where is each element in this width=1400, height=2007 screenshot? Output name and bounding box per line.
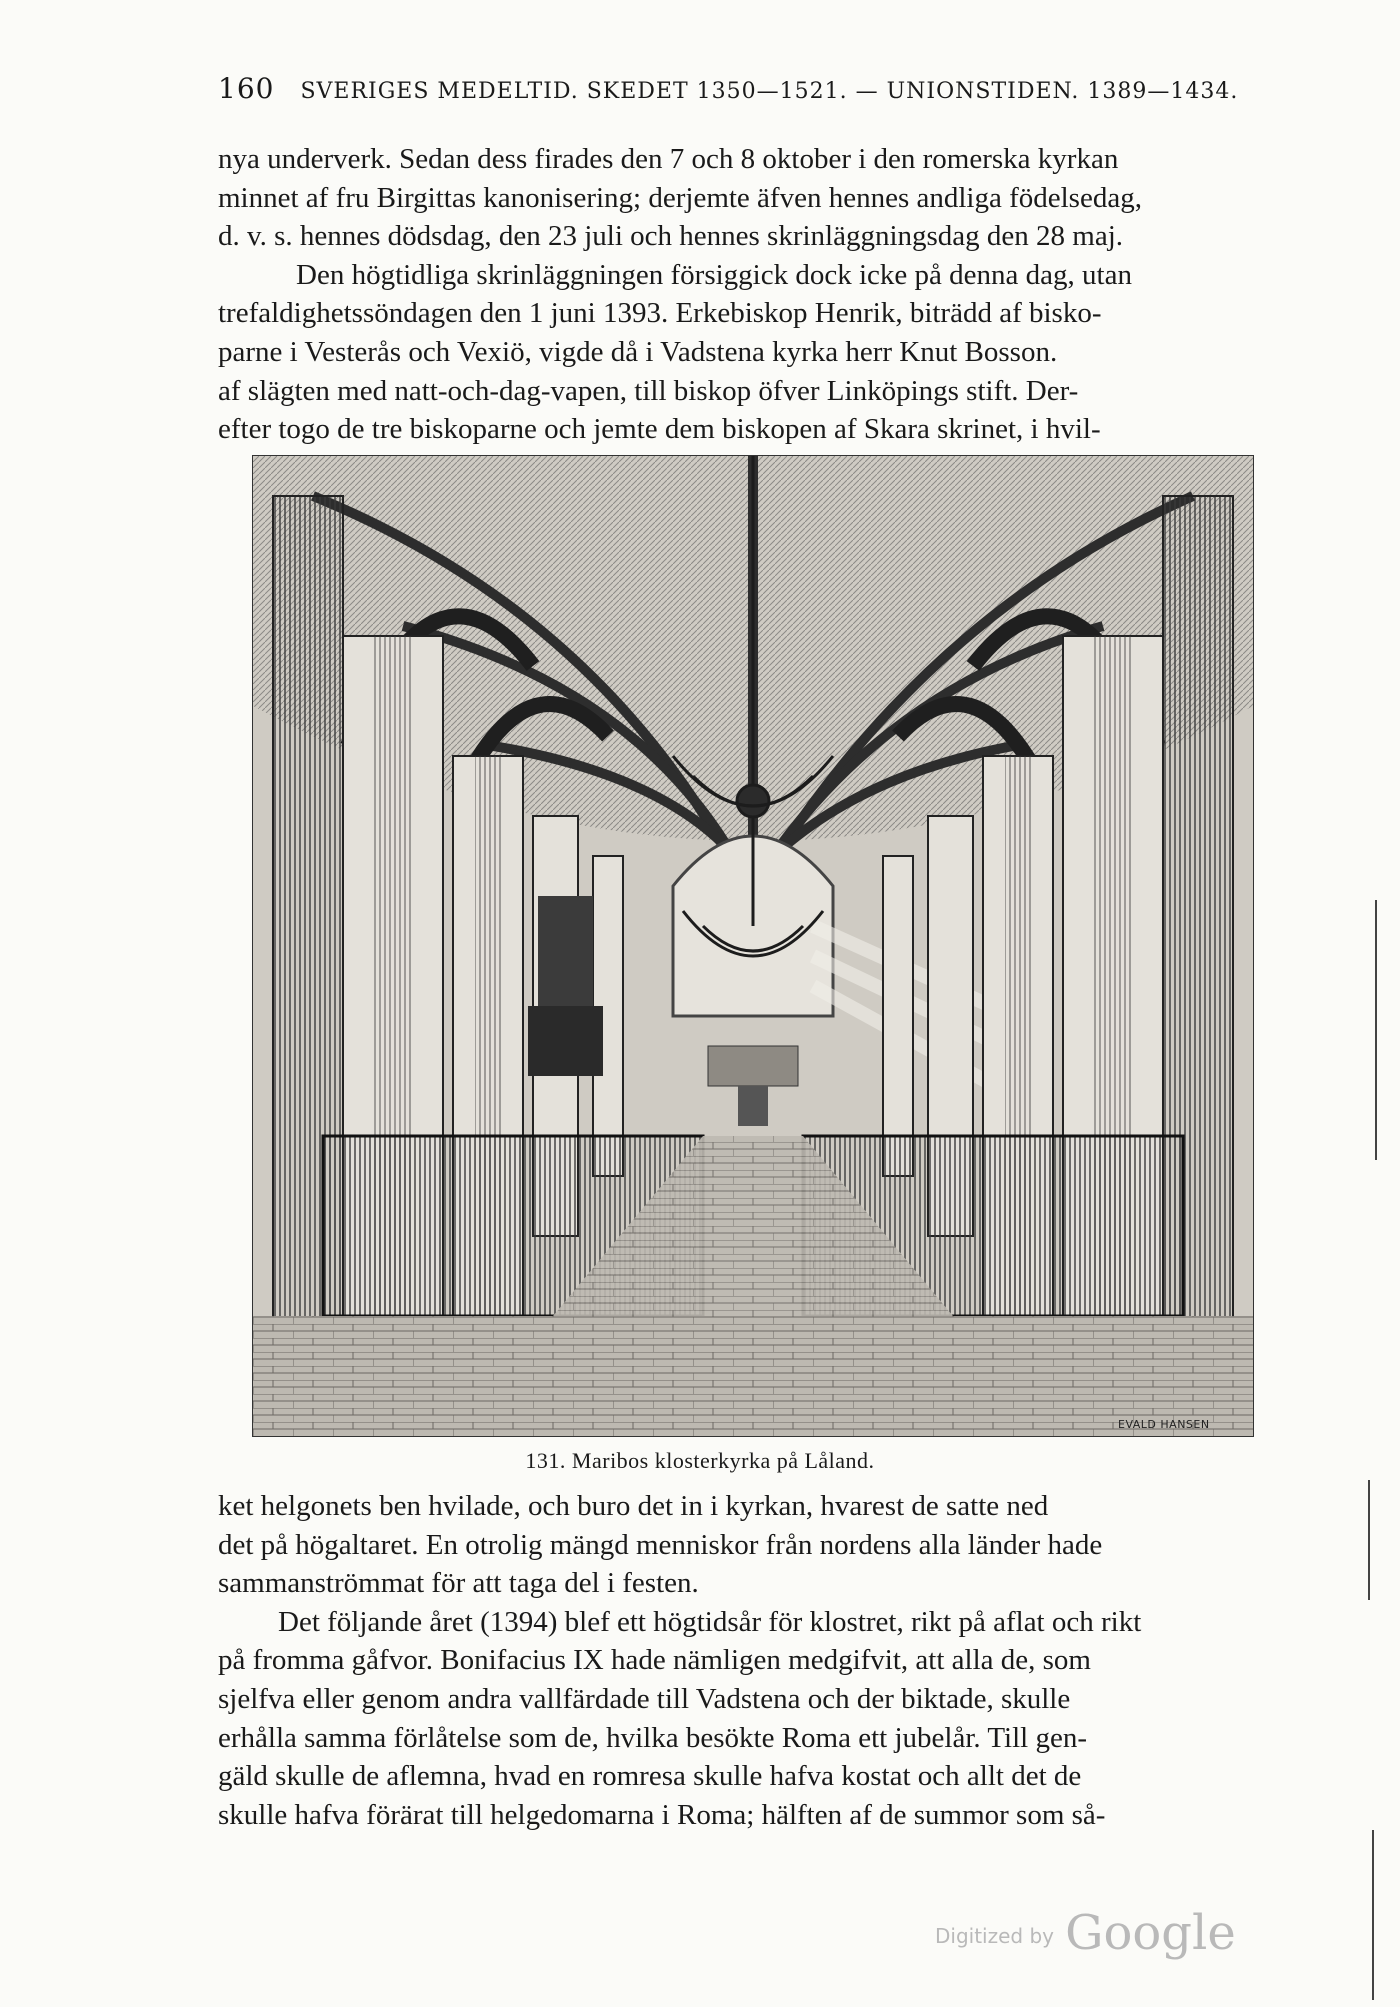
text-line: skulle hafva förärat till helgedomarna i Roma; hälften af de summor som så- (218, 1798, 1106, 1831)
text-line: Det följande året (1394) blef ett högtidsår för klostret, rikt på aflat och rikt (278, 1605, 1142, 1638)
running-header (218, 72, 1318, 105)
pulpit (528, 896, 603, 1076)
page-number: 160 (218, 72, 275, 105)
text-line: det på högaltaret. En otrolig mängd menniskor från nordens alla länder hade (218, 1528, 1103, 1561)
watermark-prefix: Digitized by (935, 1924, 1054, 1948)
text-line: d. v. s. hennes dödsdag, den 23 juli och hennes skrinläggningsdag den 28 maj. (218, 220, 1124, 253)
engraving-illustration (253, 456, 1253, 1436)
text-line: sammanströmmat för att taga del i festen. (218, 1567, 699, 1600)
text-line: sjelfva eller genom andra vallfärdade till Vadstena och der biktade, skulle (218, 1682, 1071, 1715)
church-interior-engraving (252, 455, 1254, 1437)
scan-edge-line (1375, 900, 1377, 1160)
paragraph-bottom (218, 1487, 1320, 1834)
running-title: SVERIGES MEDELTID. SKEDET 1350—1521. — UNIONSTIDEN. 1389—1434. (300, 79, 1239, 104)
text-line: trefaldighetssöndagen den 1 juni 1393. Erkebiskop Henrik, biträdd af bisko- (218, 297, 1102, 330)
figure-caption: 131. Maribos klosterkyrka på Låland. (525, 1448, 875, 1473)
text-line: minnet af fru Birgittas kanonisering; derjemte äfven hennes andliga födelsedag, (218, 181, 1142, 214)
text-line: gäld skulle de aflemna, hvad en romresa skulle hafva kostat och allt det de (218, 1760, 1082, 1793)
google-watermark (935, 1905, 1236, 1961)
engraver-signature: EVALD HANSEN (1118, 1418, 1210, 1431)
text-line: på fromma gåfvor. Bonifacius IX hade nämligen medgifvit, att alla de, som (218, 1644, 1091, 1677)
text-line: parne i Vesterås och Vexiö, vigde då i Vadstena kyrka herr Knut Bosson. (218, 335, 1058, 368)
scan-edge-line (1368, 1480, 1370, 1600)
text-line: Den högtidliga skrinläggningen försiggick dock icke på denna dag, utan (296, 258, 1132, 291)
text-line: erhålla samma förlåtelse som de, hvilka besökte Roma ett jubelår. Till gen- (218, 1721, 1087, 1754)
text-line: af slägten med natt-och-dag-vapen, till biskop öfver Linköpings stift. Der- (218, 374, 1079, 407)
watermark-brand: Google (1065, 1905, 1236, 1961)
paragraph-top (218, 140, 1320, 449)
text-line: ket helgonets ben hvilade, och buro det in i kyrkan, hvarest de satte ned (218, 1490, 1049, 1522)
scan-edge-line (1372, 1830, 1374, 2000)
text-line: efter togo de tre biskoparne och jemte dem biskopen af Skara skrinet, i hvil- (218, 413, 1101, 446)
text-line: nya underverk. Sedan dess firades den 7 och 8 oktober i den romerska kyrkan (218, 143, 1119, 175)
